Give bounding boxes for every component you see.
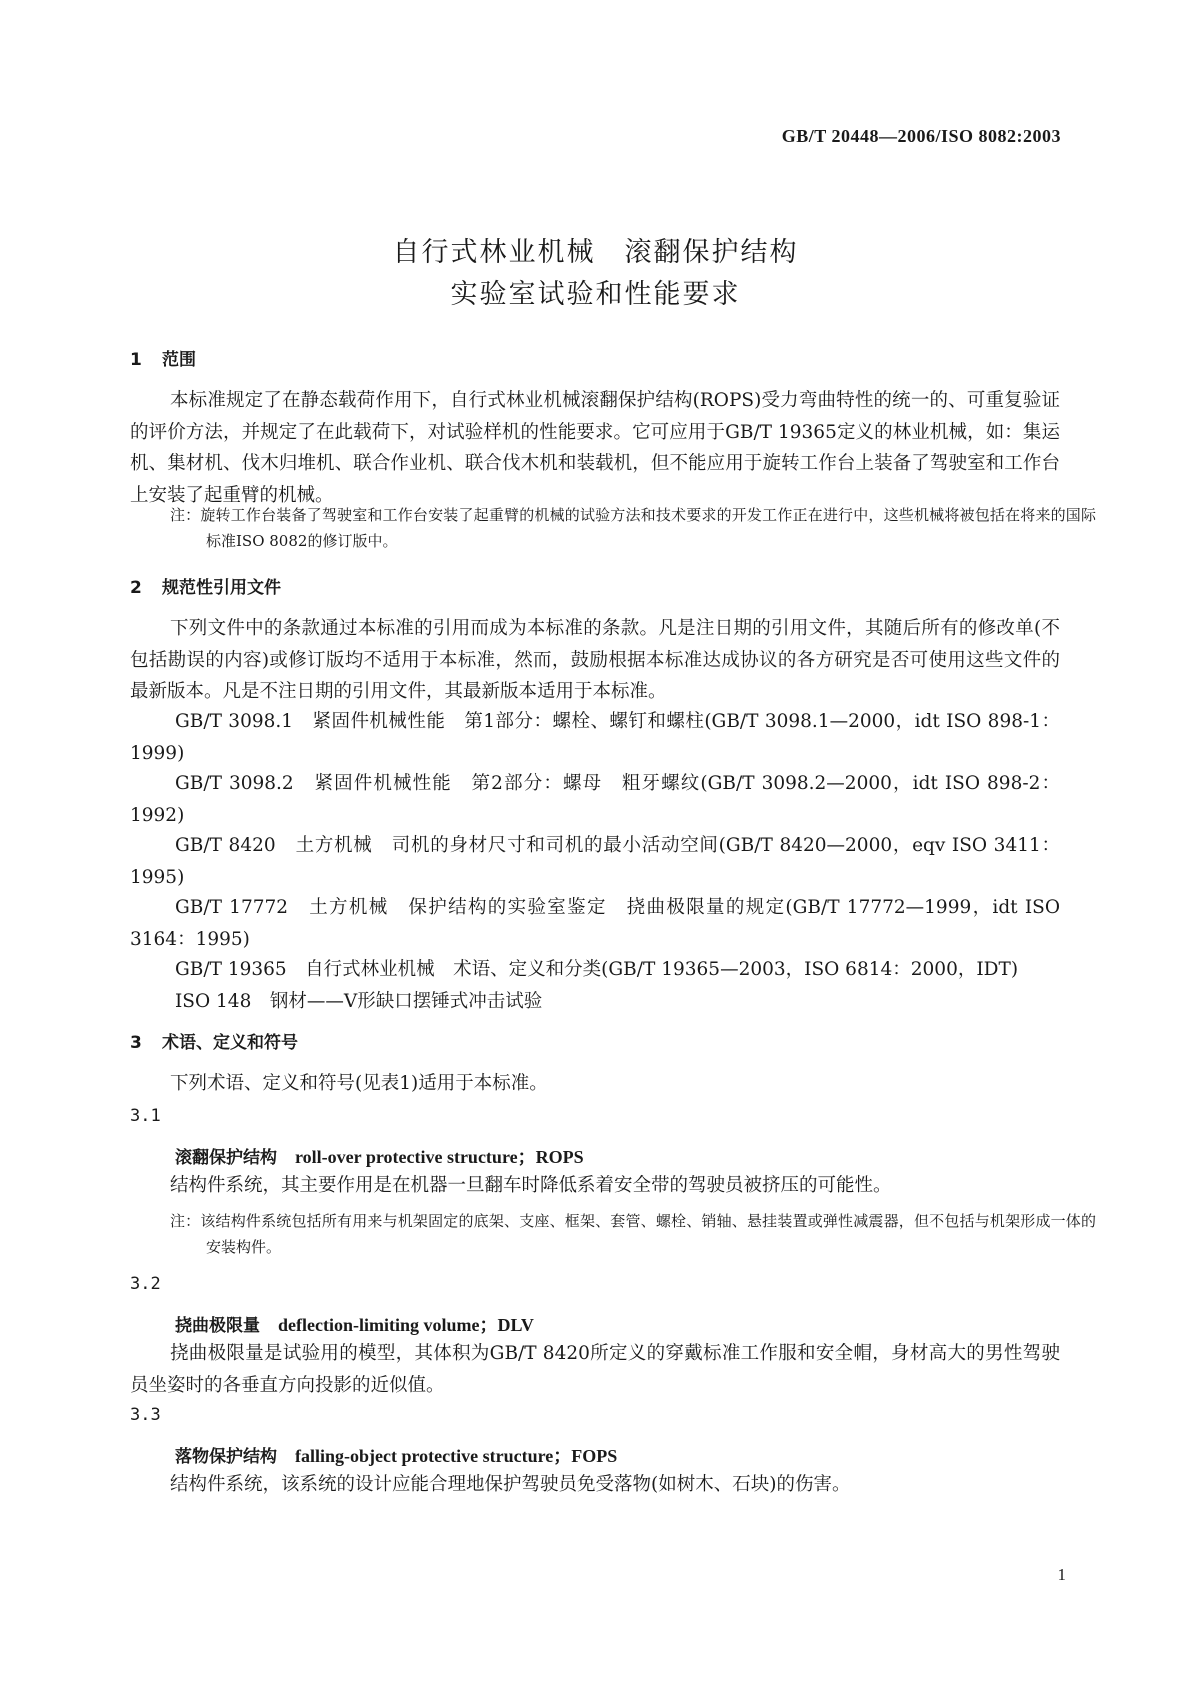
- term-number: 3.2: [130, 1274, 161, 1294]
- term-number: 3.1: [130, 1106, 161, 1126]
- section-title: 范围: [162, 350, 196, 370]
- term-title: [175, 1143, 584, 1169]
- reference-item: GB/T 17772 土方机械 保护结构的实验室鉴定 挠曲极限量的规定(GB/T 17772—1999，idt ISO 3164：1995): [130, 897, 1060, 950]
- term-chinese: 滚翻保护结构: [175, 1148, 277, 1168]
- section-2-body: 下列文件中的条款通过本标准的引用而成为本标准的条款。凡是注日期的引用文件，其随后所有的修改单(不包括勘误的内容)或修订版均不适用于本标准，然而，鼓励根据本标准达成协议的各方研究是否可使用这些文件的最新版本。凡是不注日期的引用文件，其最新版本适用于本标准。: [130, 618, 1060, 702]
- standard-code: GB/T 20448—2006/ISO 8082:2003: [781, 126, 1061, 146]
- document-title-line2: 实验室试验和性能要求: [450, 279, 741, 310]
- section-title: 规范性引用文件: [162, 578, 281, 598]
- term-title: [175, 1311, 534, 1337]
- term-note: 注：该结构件系统包括所有用来与机架固定的底架、支座、框架、套管、螺栓、销轴、悬挂装置或弹性减震器，但不包括与机架形成一体的安装构件。: [170, 1212, 1096, 1256]
- term-definition: 挠曲极限量是试验用的模型，其体积为GB/T 8420所定义的穿戴标准工作服和安全帽，身材高大的男性驾驶员坐姿时的各垂直方向投影的近似值。: [130, 1343, 1060, 1396]
- section-1-heading: [130, 345, 196, 370]
- section-title: 术语、定义和符号: [162, 1033, 298, 1053]
- reference-item: GB/T 3098.2 紧固件机械性能 第2部分：螺母 粗牙螺纹(GB/T 3098.2—2000，idt ISO 898-2：1992): [130, 773, 1060, 826]
- term-english: deflection-limiting volume；DLV: [278, 1315, 534, 1335]
- reference-item: GB/T 3098.1 紧固件机械性能 第1部分：螺栓、螺钉和螺柱(GB/T 3098.1—2000，idt ISO 898-1：1999): [130, 711, 1060, 764]
- term-english: roll-over protective structure；ROPS: [295, 1147, 584, 1167]
- document-title-line1: 自行式林业机械 滚翻保护结构: [392, 237, 799, 268]
- reference-item: ISO 148 钢材——V形缺口摆锤式冲击试验: [175, 991, 543, 1012]
- page-number: 1: [1057, 1565, 1066, 1584]
- reference-item: GB/T 19365 自行式林业机械 术语、定义和分类(GB/T 19365—2003，ISO 6814：2000，IDT): [175, 959, 1019, 980]
- section-number: 1: [130, 350, 142, 370]
- term-chinese: 挠曲极限量: [175, 1316, 260, 1336]
- term-number: 3.3: [130, 1405, 161, 1425]
- term-chinese: 落物保护结构: [175, 1447, 277, 1467]
- section-1-note: 注：旋转工作台装备了驾驶室和工作台安装了起重臂的机械的试验方法和技术要求的开发工作正在进行中，这些机械将被包括在将来的国际标准ISO 8082的修订版中。: [170, 506, 1096, 550]
- section-1-body: 本标准规定了在静态载荷作用下，自行式林业机械滚翻保护结构(ROPS)受力弯曲特性的统一的、可重复验证的评价方法，并规定了在此载荷下，对试验样机的性能要求。它可应用于GB/T 19365定义的林业机械，如：集运机、集材机、伐木归堆机、联合作业机、联合伐木机和装载机，但不能应用于旋转工作台上装备了驾驶室和工作台上安装了起重臂的机械。: [130, 390, 1060, 506]
- section-number: 3: [130, 1033, 142, 1053]
- section-2-heading: [130, 573, 281, 598]
- reference-item: GB/T 8420 土方机械 司机的身材尺寸和司机的最小活动空间(GB/T 8420—2000，eqv ISO 3411：1995): [130, 835, 1060, 888]
- term-title: [175, 1442, 617, 1468]
- section-number: 2: [130, 578, 142, 598]
- term-definition: 结构件系统，其主要作用是在机器一旦翻车时降低系着安全带的驾驶员被挤压的可能性。: [170, 1175, 892, 1196]
- section-3-heading: [130, 1028, 298, 1053]
- term-english: falling-object protective structure；FOPS: [295, 1446, 618, 1466]
- section-3-body: 下列术语、定义和符号(见表1)适用于本标准。: [170, 1073, 548, 1094]
- term-definition: 结构件系统，该系统的设计应能合理地保护驾驶员免受落物(如树木、石块)的伤害。: [170, 1474, 851, 1495]
